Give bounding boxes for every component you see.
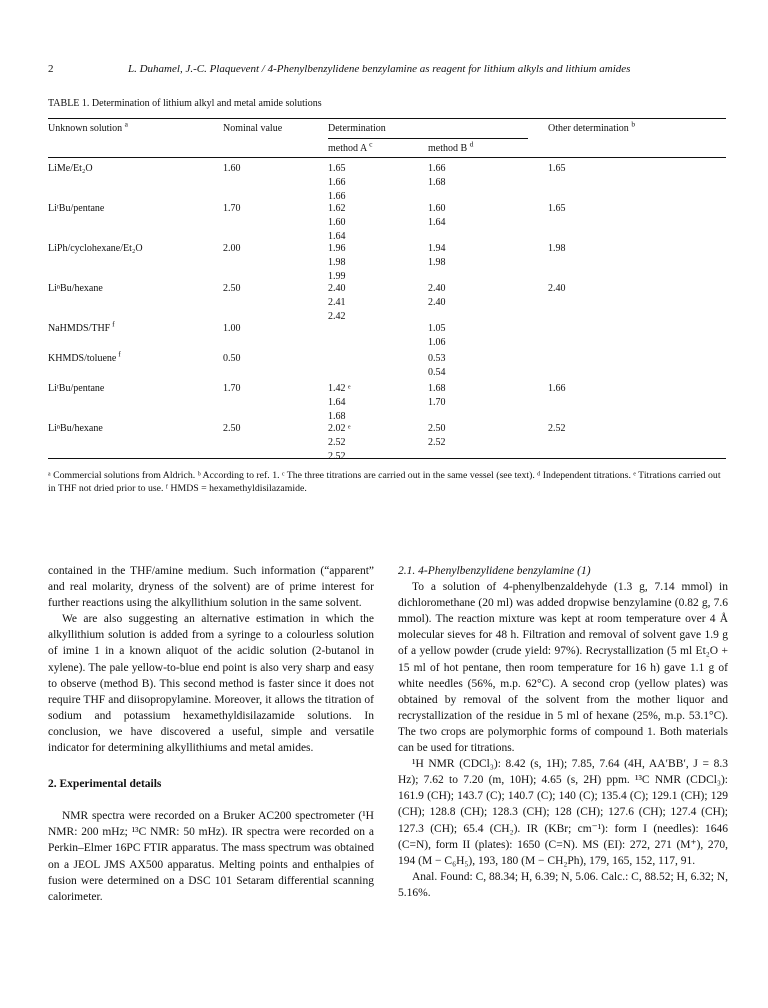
- table-row-method-b: [428, 382, 446, 410]
- table-row-solution: LiᵗBu/pentane: [48, 383, 105, 394]
- table-row-method-b: [428, 162, 446, 190]
- method-b-value: 1.98: [428, 257, 446, 269]
- table-row-method-b: [428, 202, 446, 230]
- table-top-rule: [48, 118, 726, 119]
- method-b-value: 1.94: [428, 243, 446, 254]
- method-a-value: 1.65: [328, 163, 346, 174]
- table-row-solution: LiⁿBu/hexane: [48, 423, 103, 434]
- table-row-other: 1.66: [548, 383, 566, 394]
- method-b-value: 2.50: [428, 423, 446, 434]
- running-title: L. Duhamel, J.-C. Plaquevent / 4-Phenylbenzylidene benzylamine as reagent for lithium alkyls and lithium amides: [128, 63, 631, 75]
- method-a-value: 1.42 ᵉ: [328, 383, 351, 394]
- table-row-method-b: [428, 352, 446, 380]
- table-row-solution: NaHMDS/THF $^f$: [48, 319, 115, 334]
- table-row-method-a: [328, 202, 346, 245]
- method-b-value: 1.66: [428, 163, 446, 174]
- left-text-column: [48, 563, 374, 905]
- table-row-nominal: 2.50: [223, 283, 241, 294]
- determination-subrule: [328, 138, 528, 139]
- table-row-solution: KHMDS/toluene $^f$: [48, 349, 121, 364]
- method-a-value: 1.64: [328, 397, 346, 409]
- table-row-other: 1.65: [548, 203, 566, 214]
- table-row-nominal: 2.50: [223, 423, 241, 434]
- page-number: 2: [48, 63, 54, 75]
- table-row-method-b: [428, 282, 446, 310]
- table-row-other: 2.40: [548, 283, 566, 294]
- left-paragraph-2: We are also suggesting an alternative estimation in which the alkyllithium solution is added from a syringe to a colourless solution of imine 1 in a known aliquot of the acidic solution (2-butanol in xylene). The pale yellow-to-blue end point is also very sharp and easy to observe (method B). This second method is faster since it does not require THF and diisopropylamine. Moreover, it allows the titration of sodium and potassium hexamethyldisilazamide solutions. In conclusion, we have discovered a useful, simple and versatile indicator for determining alkyllithiums and metal amides.: [48, 613, 374, 755]
- method-a-value: 1.99: [328, 271, 346, 283]
- table-row-method-a: [328, 242, 346, 285]
- method-b-value: 1.06: [428, 337, 446, 349]
- table-row-solution: LiᵗBu/pentane: [48, 203, 105, 214]
- table-row-method-b: [428, 322, 446, 350]
- method-b-value: 1.70: [428, 397, 446, 409]
- table-row-nominal: 2.00: [223, 243, 241, 254]
- header-unknown-solution: Unknown solution $^a$: [48, 119, 129, 134]
- header-determination: Determination: [328, 123, 386, 134]
- method-a-value: 1.96: [328, 243, 346, 254]
- method-a-value: 1.68: [328, 411, 346, 423]
- table-bottom-rule: [48, 458, 726, 459]
- method-a-value: 1.66: [328, 191, 346, 203]
- right-paragraph-2: ¹H NMR (CDCl₃): 8.42 (s, 1H); 7.85, 7.64 (4H, AA′BB′, J = 8.3 Hz); 7.62 to 7.20 (m, 10H); 4.65 (s, 2H) ppm. ¹³C NMR (CDCl₃): 161.9 (CH); 143.7 (C); 140.7 (C); 140 (C); 135.4 (C); 129.1 (CH); 129 (CH); 128.8 (CH); 128.3 (CH); 128 (CH); 127.6 (CH); 127.4 (CH); 127.3 (CH); 65.4 (CH₂). IR (KBr; cm⁻¹): form I (needles): 1646 (C=N), form II (plates): 1650 (C=N). MS (EI): 272, 271 (M⁺), 270, 194 (M − C₆H₅), 193, 180 (M − CH₂Ph), 179, 165, 152, 117, 91.: [398, 758, 728, 867]
- table-row-solution: LiMe/Et₂O: [48, 163, 93, 174]
- table-row-method-a: [328, 382, 351, 425]
- header-method-a: method A $^c$: [328, 139, 373, 154]
- header-other-determination: Other determination $^b$: [548, 119, 636, 134]
- method-a-value: 1.62: [328, 203, 346, 214]
- table-row-other: 1.65: [548, 163, 566, 174]
- table-row-nominal: 1.60: [223, 163, 241, 174]
- method-b-value: 0.53: [428, 353, 446, 364]
- method-a-value: 1.60: [328, 217, 346, 229]
- right-paragraph-1: To a solution of 4-phenylbenzaldehyde (1.3 g, 7.14 mmol) in dichloromethane (20 ml) was added dropwise benzylamine (0.82 g, 7.6 mmol). The reaction mixture was kept at room temperature over 4 Å molecular sieves for 48 h. Filtration and removal of solvent gave 1.9 g of a yellow powder (crude yield: 97%). Recrystallization (5 ml Et₂O + 15 ml of hot pentane, then room temperature for 16 h) gave 1.1 g of white needles (56%, m.p. 62°C). A second crop (yellow plates) was obtained by removal of the solvent from the mother liquor and recrystallization of the residue in 5 ml of hexane (25%, m.p. 53.1°C). The two crops are polymorphic forms of compound 1. Both materials can be used for titrations.: [398, 581, 728, 755]
- method-b-value: 2.52: [428, 437, 446, 449]
- table-footnotes: ᵃ Commercial solutions from Aldrich. ᵇ According to ref. 1. ᶜ The three titrations are carried out in the same vessel (see text). ᵈ Independent titrations. ᵉ Titrations carried out in THF not dried prior to use. ᶠ HMDS = hexamethyldisilazamide.: [48, 470, 721, 494]
- table-header-rule: [48, 157, 726, 158]
- method-b-value: 1.68: [428, 177, 446, 189]
- table-row-method-b: [428, 422, 446, 450]
- table-row-nominal: 1.70: [223, 383, 241, 394]
- subsection-heading: 2.1. 4-Phenylbenzylidene benzylamine (1): [398, 565, 591, 577]
- section-heading: 2. Experimental details: [48, 778, 162, 791]
- table-row-method-a: [328, 162, 346, 205]
- method-a-value: 1.66: [328, 177, 346, 189]
- table-row-other: 2.52: [548, 423, 566, 434]
- table-row-solution: LiⁿBu/hexane: [48, 283, 103, 294]
- method-b-value: 1.05: [428, 323, 446, 334]
- method-a-value: 1.98: [328, 257, 346, 269]
- right-paragraph-3: Anal. Found: C, 88.34; H, 6.39; N, 5.06. Calc.: C, 88.52; H, 6.32; N, 5.16%.: [398, 870, 728, 899]
- method-b-value: 1.68: [428, 383, 446, 394]
- table-row-nominal: 0.50: [223, 353, 241, 364]
- table-row-nominal: 1.70: [223, 203, 241, 214]
- table-row-method-a: [328, 282, 346, 325]
- method-a-value: 2.52: [328, 451, 346, 463]
- table-caption: TABLE 1. Determination of lithium alkyl and metal amide solutions: [48, 98, 322, 109]
- left-paragraph-3: NMR spectra were recorded on a Bruker AC200 spectrometer (¹H NMR: 200 mHz; ¹³C NMR: 50 mHz). IR spectra were recorded on a Perkin–Elmer 16PC FTIR apparatus. The mass spectrum was obtained on a JEOL JMS AX500 apparatus. Melting points and enthalpies of fusion were determined on a DSC 101 Setaram differential scanning calorimeter.: [48, 810, 374, 903]
- method-a-value: 2.02 ᵉ: [328, 423, 351, 434]
- method-b-value: 2.40: [428, 297, 446, 309]
- header-method-b: method B $^d$: [428, 139, 474, 154]
- table-row-other: 1.98: [548, 243, 566, 254]
- right-text-column: [398, 563, 728, 901]
- left-paragraph-1: contained in the THF/amine medium. Such information (“apparent” and real molarity, dryness of the solvent) are of prime interest for further reactions using the alkyllithium solution in the same solvent.: [48, 565, 374, 610]
- table-row-solution: LiPh/cyclohexane/Et₂O: [48, 243, 143, 254]
- method-a-value: 2.52: [328, 437, 346, 449]
- method-a-value: 2.42: [328, 311, 346, 323]
- method-b-value: 1.64: [428, 217, 446, 229]
- method-a-value: 1.64: [328, 231, 346, 243]
- method-a-value: 2.40: [328, 283, 346, 294]
- header-nominal-value: Nominal value: [223, 123, 283, 134]
- method-b-value: 1.60: [428, 203, 446, 214]
- method-a-value: 2.41: [328, 297, 346, 309]
- table-row-method-b: [428, 242, 446, 270]
- table-row-nominal: 1.00: [223, 323, 241, 334]
- method-b-value: 0.54: [428, 367, 446, 379]
- method-b-value: 2.40: [428, 283, 446, 294]
